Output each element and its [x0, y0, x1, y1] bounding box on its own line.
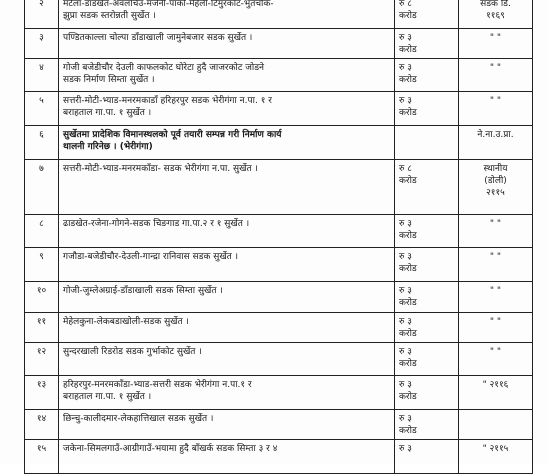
table-row	[25, 92, 533, 126]
amount-line: रु ३	[399, 347, 412, 357]
remark-cell	[459, 59, 533, 92]
remark-cell	[459, 248, 533, 282]
remark-cell	[459, 29, 533, 59]
table-row	[25, 343, 533, 376]
project-description	[59, 248, 395, 282]
project-description	[59, 160, 395, 215]
description-line: मटेला-डाडखेत-अवलचिउ-मजेनी-पार्का-मेहेली-टिमुरकोट-भुतचौक-	[63, 0, 274, 9]
description-line: ढाडखेत-रजेना-गोगने-सडक चिङगाड गा.पा.२ र १ सुर्खेत ।	[63, 219, 250, 229]
remark-line: " "	[489, 317, 502, 327]
table-row	[25, 0, 533, 29]
row-number: ८	[25, 215, 59, 248]
table-row	[25, 160, 533, 215]
description-line: सडक निर्माण सिम्ता सुर्खेत ।	[63, 75, 155, 85]
row-number: ३	[25, 29, 59, 59]
description-line: मेहेलकुना-लेकबडाखोली-सडक सुर्खेत ।	[63, 317, 189, 327]
amount-line: रु ३	[399, 286, 412, 296]
remark-line: " "	[489, 219, 502, 229]
remark-line: " "	[489, 347, 502, 357]
description-line: गोजी-जुम्लेअग्राई-डाँडाखाली सडक सिम्ता सुर्खेत ।	[63, 286, 223, 296]
budget-amount	[395, 313, 459, 343]
description-line: गोजी बजेडीचौर देउली काफलकोट घोरेटा हुदै जाजरकोट जोडने	[63, 63, 265, 73]
row-number: २	[25, 0, 59, 29]
remark-line: सडक डि.	[480, 0, 511, 9]
amount-line: करोड	[399, 264, 417, 274]
project-description	[59, 343, 395, 376]
table-row	[25, 313, 533, 343]
amount-line: करोड	[399, 75, 417, 85]
amount-line: रु ८	[399, 164, 412, 174]
row-number: ११	[25, 313, 59, 343]
row-number: ४	[25, 59, 59, 92]
amount-line: करोड	[399, 11, 417, 21]
project-description	[59, 410, 395, 440]
amount-line: रु ३	[399, 63, 412, 73]
table-row	[25, 376, 533, 410]
table-row	[25, 248, 533, 282]
remark-cell	[459, 92, 533, 126]
amount-line: करोड	[399, 45, 417, 55]
amount-line: करोड	[399, 108, 417, 118]
amount-line: करोड	[399, 426, 417, 436]
budget-amount	[395, 59, 459, 92]
budget-amount	[395, 282, 459, 313]
project-description	[59, 282, 395, 313]
remark-line: (डोली)	[484, 176, 507, 186]
description-line: सुर्खेतमा प्रादेशिक विमानस्थलको पूर्व तयारी सम्पन्न गरी निर्माण कार्य	[63, 130, 282, 140]
budget-amount	[395, 92, 459, 126]
amount-line: रु ३	[399, 219, 412, 229]
row-number: १४	[25, 410, 59, 440]
row-number: ५	[25, 92, 59, 126]
remark-line: २११५	[486, 188, 505, 198]
amount-line: रु ३	[399, 317, 412, 327]
table-row	[25, 215, 533, 248]
row-number: ९	[25, 248, 59, 282]
amount-line: रु ८	[399, 0, 412, 9]
budget-amount	[395, 215, 459, 248]
remark-cell	[459, 376, 533, 410]
description-line: पण्डितकाल्ला चोल्पा डाँडाखाली जामुनेबजार सडक सुर्खेत ।	[63, 33, 253, 43]
amount-line: करोड	[399, 392, 417, 402]
remark-line: " २११५	[482, 444, 509, 454]
budget-amount	[395, 160, 459, 215]
table-row	[25, 282, 533, 313]
description-line: सत्तरी-मोटी-भ्याड-मनरमकाडाँ हरिहरपुर सडक भेरीगंगा न.पा. १ र	[63, 96, 272, 106]
project-table	[24, 0, 533, 474]
row-number: ६	[25, 126, 59, 160]
remark-line: ने.ना.उ.प्रा.	[477, 130, 514, 140]
remark-line: " २११६	[482, 380, 509, 390]
budget-amount	[395, 343, 459, 376]
amount-line: रु ३	[399, 444, 412, 454]
row-number: ७	[25, 160, 59, 215]
remark-cell	[459, 126, 533, 160]
table-row	[25, 126, 533, 160]
remark-cell	[459, 313, 533, 343]
project-description	[59, 376, 395, 410]
remark-cell	[459, 410, 533, 440]
project-description	[59, 126, 395, 160]
budget-amount	[395, 376, 459, 410]
remark-line: " "	[489, 252, 502, 262]
remark-cell	[459, 0, 533, 29]
project-description	[59, 440, 395, 474]
amount-line: रु ३	[399, 252, 412, 262]
remark-line: " "	[489, 96, 502, 106]
remark-cell	[459, 215, 533, 248]
budget-amount	[395, 440, 459, 474]
row-number: १५	[25, 440, 59, 474]
description-line: बराहताल गा.पा. १ सुर्खेत ।	[63, 392, 152, 402]
budget-amount	[395, 248, 459, 282]
remark-line: स्थानीय	[483, 164, 508, 174]
project-description	[59, 215, 395, 248]
remark-line: ११६९	[486, 11, 505, 21]
project-description	[59, 92, 395, 126]
remark-line: " "	[489, 286, 502, 296]
table-row	[25, 440, 533, 474]
table-row	[25, 59, 533, 92]
budget-amount	[395, 410, 459, 440]
remark-line: " "	[489, 33, 502, 43]
row-number: १०	[25, 282, 59, 313]
project-description	[59, 0, 395, 29]
description-line: सुन्दरखाली रिडरोड सडक गुर्भाकोट सुर्खेत ।	[63, 347, 202, 357]
amount-line: रु ३	[399, 380, 412, 390]
row-number: १२	[25, 343, 59, 376]
remark-cell	[459, 282, 533, 313]
remark-cell	[459, 440, 533, 474]
description-line: गजौडा-बजेडीचौर-देउली-गान्द्रा रानिवास सडक सुर्खेत ।	[63, 252, 239, 262]
description-line: छिन्चु-कालीदमार-लेकहात्तिखाल सडक सुर्खेत ।	[63, 414, 214, 424]
project-description	[59, 29, 395, 59]
description-line: झुप्रा सडक स्तरोन्नती सुर्खेत ।	[63, 11, 156, 21]
description-line: जकेना-सिमलगाउँ-आग्रीगाउँ-भयामा हुदै बाँखर्क सडक सिम्ता ३ र ४	[63, 444, 278, 454]
description-line: सत्तरी-मोटी-भ्याड-मनरमकाँडा- सडक भेरीगंगा न.पा. सुर्खेत ।	[63, 164, 258, 174]
amount-line: करोड	[399, 359, 417, 369]
table-row	[25, 29, 533, 59]
project-description	[59, 59, 395, 92]
project-description	[59, 313, 395, 343]
remark-cell	[459, 160, 533, 215]
description-line: बराहताल गा.पा. १ सुर्खेत ।	[63, 108, 152, 118]
amount-line: रु ३	[399, 414, 412, 424]
description-line: थालनी गरिनेछ । (भेरीगंगा)	[63, 142, 153, 152]
budget-amount	[395, 29, 459, 59]
budget-amount	[395, 0, 459, 29]
amount-line: करोड	[399, 329, 417, 339]
amount-line: रु ३	[399, 96, 412, 106]
amount-line: करोड	[399, 298, 417, 308]
remark-line: " "	[489, 63, 502, 73]
budget-amount	[395, 126, 459, 160]
amount-line: रु ३	[399, 33, 412, 43]
amount-line: करोड	[399, 176, 417, 186]
description-line: हरिहरपुर-मनरमकाँडा-भ्याड-सत्तरी सडक भेरीगंगा न.पा.१ र	[63, 380, 252, 390]
amount-line: करोड	[399, 231, 417, 241]
row-number: १३	[25, 376, 59, 410]
remark-cell	[459, 343, 533, 376]
table-row	[25, 410, 533, 440]
project-table-body	[25, 0, 533, 474]
